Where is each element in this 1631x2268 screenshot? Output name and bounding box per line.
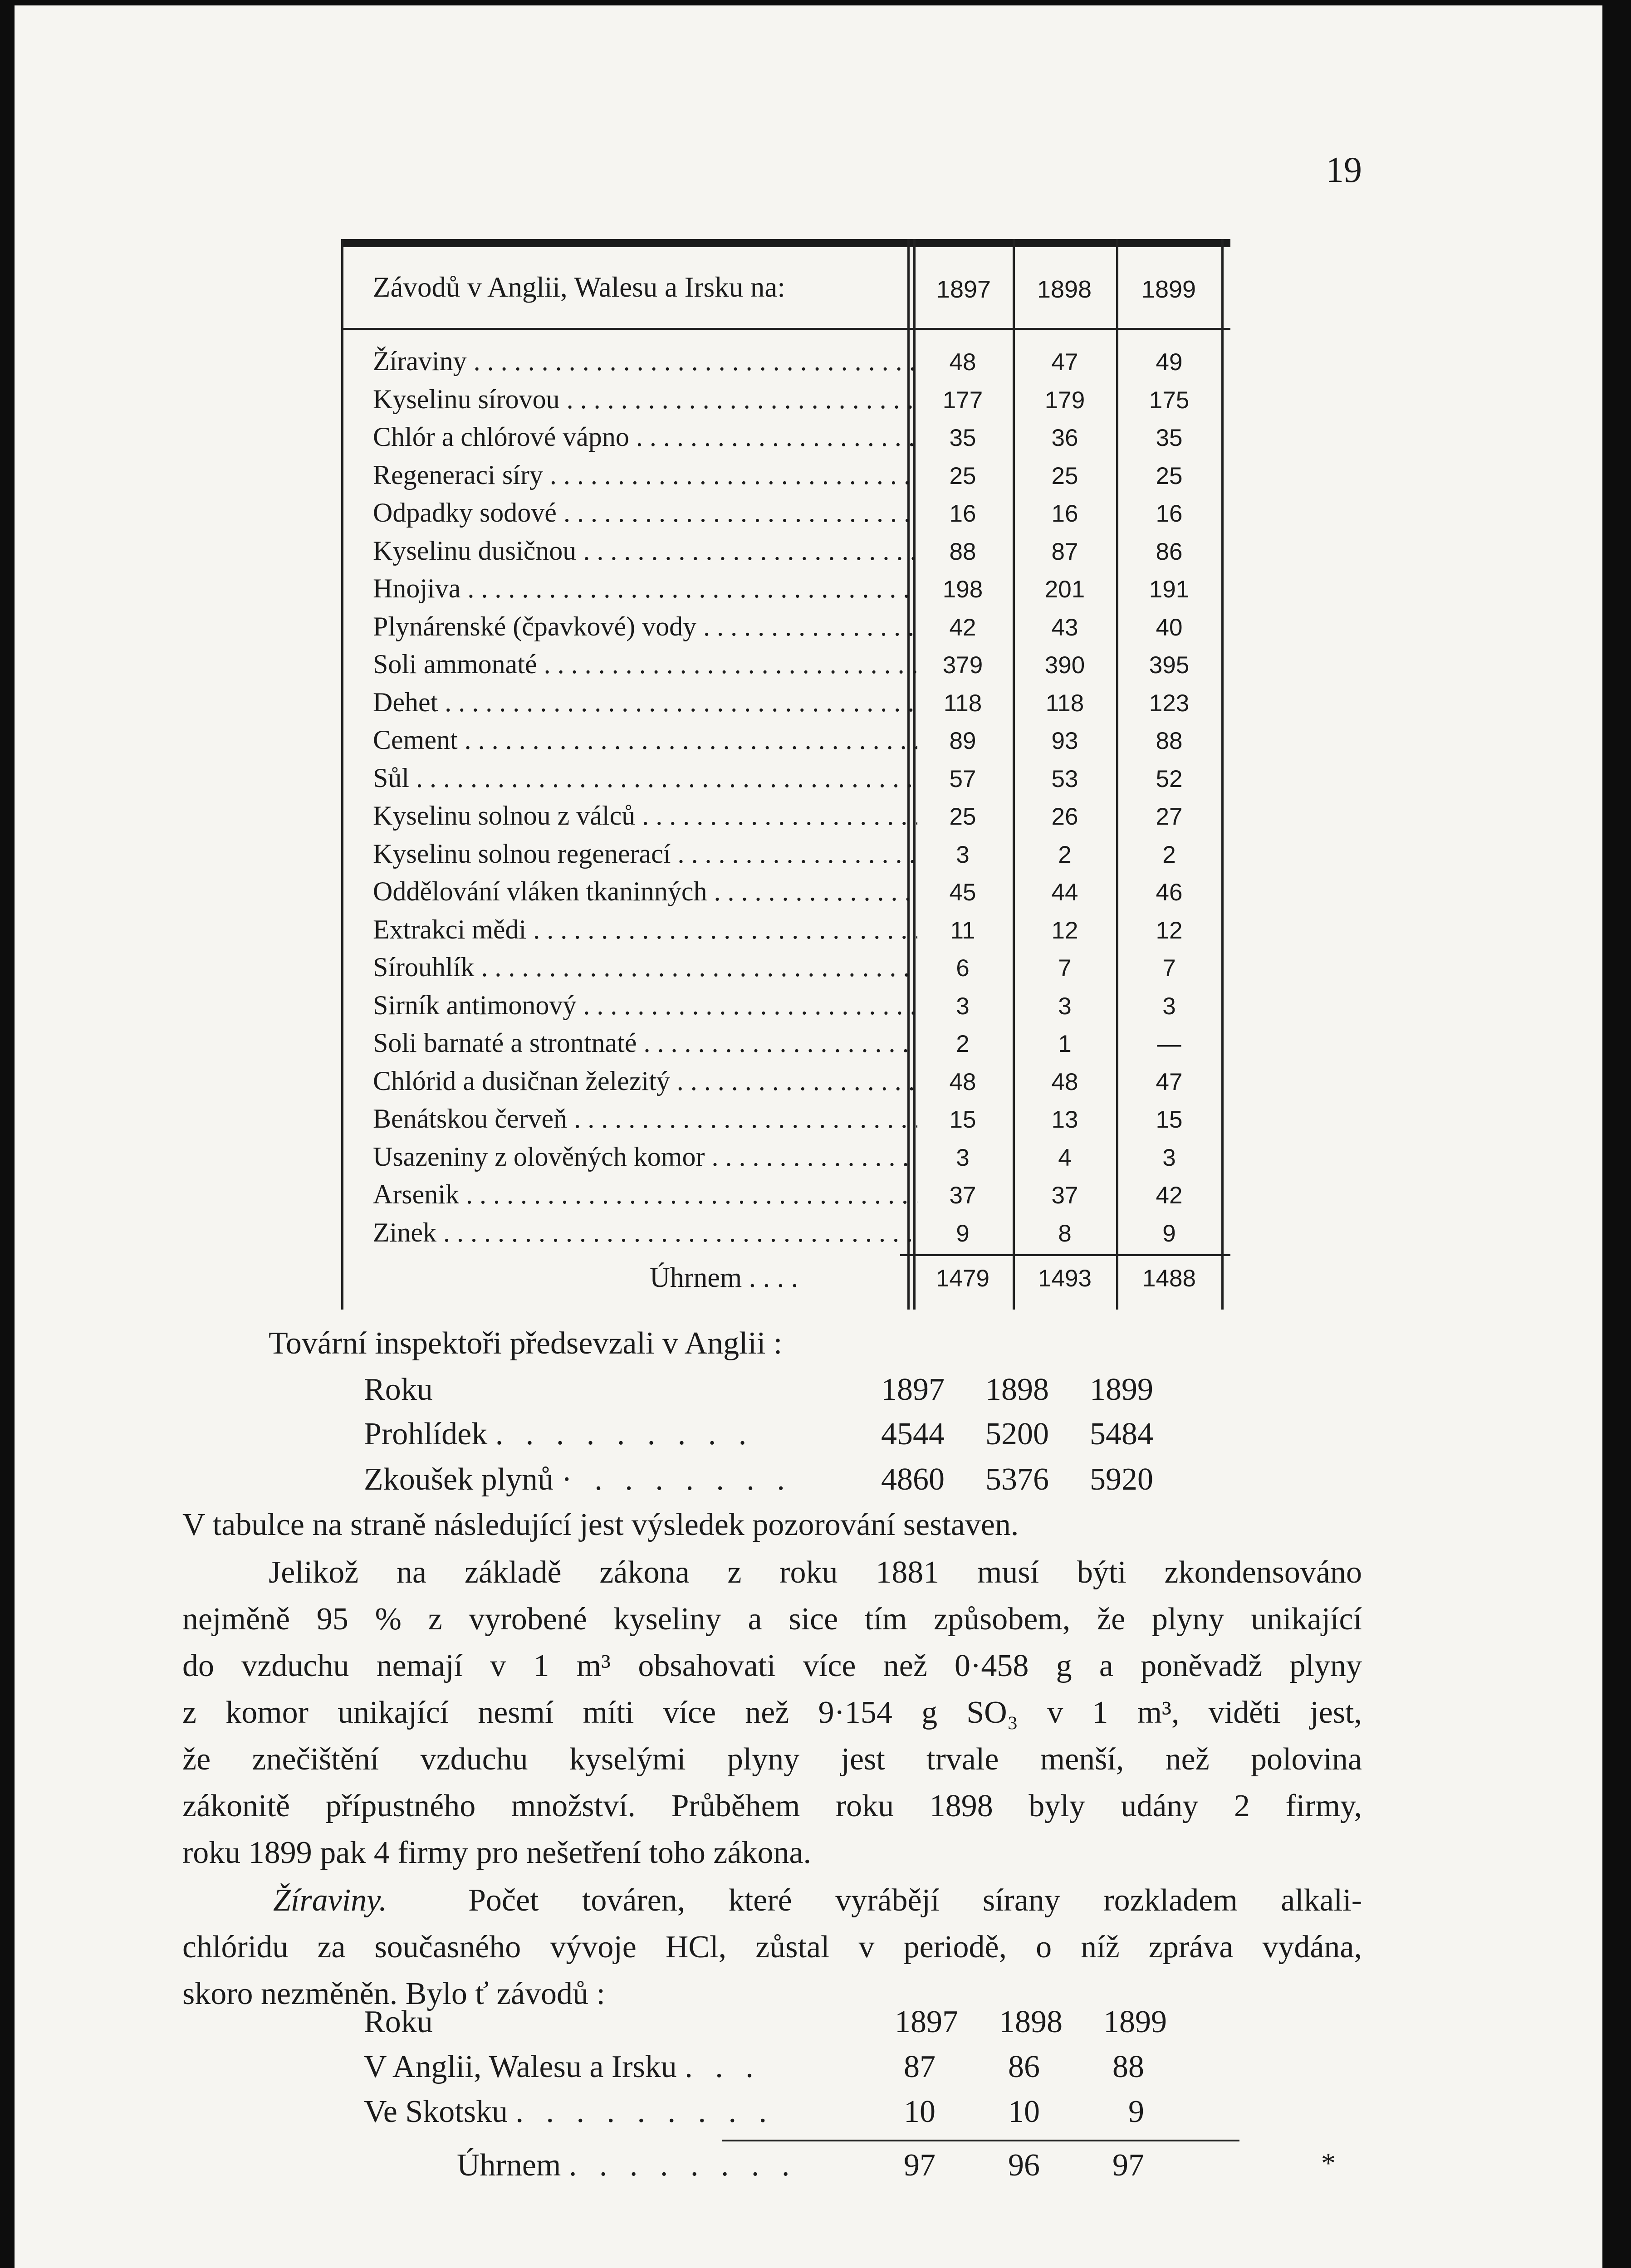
cell-1899: 25: [1156, 462, 1183, 489]
gas-tests-dots: · . . . . . . .: [561, 1462, 792, 1497]
factories-england-1897: 87: [904, 2049, 935, 2084]
cell-1899: 46: [1156, 879, 1183, 906]
factories-total-1897: 97: [904, 2148, 935, 2183]
factories-scotland-1897: 10: [904, 2094, 935, 2129]
row-label-cell: [332, 914, 917, 952]
row-label: Chlórid a dusičnan železitý . . .: [373, 1066, 917, 1097]
inspections-1899: 5484: [1090, 1417, 1153, 1452]
cell-1899: 86: [1156, 538, 1183, 565]
inspections-label: [364, 1416, 754, 1452]
cell-1897: 2: [956, 1031, 970, 1057]
paragraph-2-line-4: z komor unikající nesmí míti více než 9·154 g SO₃ v 1 m³, viděti jest,: [182, 1695, 1362, 1730]
gas-tests-1899: 5920: [1090, 1462, 1153, 1497]
gas-tests-label-text: Zkoušek plynů: [364, 1462, 554, 1497]
row-label-cell: [332, 1027, 917, 1066]
factories-year-1899: 1899: [1103, 2004, 1167, 2039]
table-total-row: [332, 1262, 1230, 1300]
factories-total-text: Úhrnem: [457, 2148, 561, 2183]
cell-1898: 87: [1051, 538, 1078, 565]
cell-1899: 88: [1156, 728, 1183, 754]
cell-1898: 3: [1058, 992, 1072, 1020]
cell-1898: 47: [1051, 349, 1078, 376]
header-divider: [341, 328, 1230, 330]
row-label: Kyselinu solnou z válců . . .: [373, 800, 917, 831]
cell-1899: 52: [1156, 765, 1183, 792]
cell-1899: 7: [1162, 955, 1176, 982]
row-label: Odpadky sodové . . .: [373, 497, 917, 528]
row-label-cell: [332, 459, 917, 498]
cell-1898: 1: [1058, 1031, 1072, 1057]
cell-1897: 16: [949, 500, 976, 527]
factories-england-label: [364, 2049, 761, 2085]
cell-1898: 4: [1058, 1144, 1072, 1171]
cell-1897: 11: [950, 917, 975, 944]
cell-1897: 15: [949, 1106, 976, 1133]
cell-1898: 43: [1051, 614, 1078, 641]
table-row: [332, 346, 1230, 384]
factories-scotland-dots: . . . . . . . . .: [515, 2094, 774, 2129]
cell-1898: 36: [1051, 425, 1078, 451]
table-row: [332, 459, 1230, 498]
paragraph-2-line-6: zákonitě přípustného množství. Průběhem roku 1898 byly udány 2 firmy,: [182, 1789, 1362, 1823]
inspections-label-text: Prohlídek: [364, 1417, 488, 1452]
cell-1899: 35: [1156, 425, 1183, 451]
table-row: [332, 914, 1230, 952]
row-label-cell: [332, 649, 917, 687]
inspections-1898: 5200: [985, 1417, 1049, 1452]
page-number: 19: [1326, 150, 1362, 190]
row-label: Soli ammonaté . . .: [373, 649, 917, 680]
table-row: [332, 649, 1230, 687]
cell-1897: 3: [956, 992, 970, 1020]
cell-1899: 16: [1156, 500, 1183, 527]
cell-1898: 26: [1051, 803, 1078, 830]
factories-total-1898: 96: [1008, 2148, 1040, 2183]
cell-1899: 47: [1156, 1068, 1183, 1095]
cell-1897: 37: [949, 1182, 976, 1209]
row-label-cell: [332, 535, 917, 573]
paragraph-2-line-2: nejměně 95 % z vyrobené kyseliny a sice tím způsobem, že plyny unikající: [182, 1602, 1362, 1637]
cell-1897: 42: [949, 614, 976, 641]
table-row: [332, 497, 1230, 535]
row-label: Sírouhlík . . .: [373, 952, 917, 983]
row-label-cell: [332, 687, 917, 725]
row-label: Sirník antimonový . . .: [373, 990, 917, 1021]
cell-1898: 16: [1051, 500, 1078, 527]
factories-total-dots: . . . . . . . .: [568, 2148, 797, 2183]
cell-1897: 57: [949, 765, 976, 792]
header-year-1899: 1899: [1141, 276, 1196, 303]
cell-1897: 89: [949, 728, 976, 754]
inspectors-head-label: Roku: [364, 1372, 433, 1407]
row-label-cell: [332, 573, 917, 611]
table-row: [332, 611, 1230, 649]
cell-1899: 175: [1149, 386, 1190, 414]
cell-1898: 12: [1051, 917, 1078, 944]
row-label-cell: [332, 838, 917, 876]
table-row: [332, 724, 1230, 763]
cell-1898: 118: [1045, 689, 1084, 717]
table-row: [332, 1179, 1230, 1217]
row-label-cell: [332, 800, 917, 838]
row-label: Sůl . . .: [373, 763, 917, 794]
paragraph-2-line-3: do vzduchu nemají v 1 m³ obsahovati více než 0·458 g a poněvadž plyny: [182, 1648, 1362, 1683]
table-row: [332, 384, 1230, 422]
table-header-label: Závodů v Anglii, Walesu a Irsku na:: [373, 271, 785, 303]
factories-total-1899: 97: [1112, 2148, 1144, 2183]
row-label: Kyselinu dusičnou . . .: [373, 535, 917, 567]
row-label: Žíraviny . . .: [373, 346, 917, 377]
row-label-cell: [332, 876, 917, 914]
row-label: Cement . . .: [373, 724, 917, 756]
row-label: Arsenik . . .: [373, 1179, 917, 1210]
row-label: Usazeniny z olověných komor . . .: [373, 1141, 917, 1173]
table-row: [332, 876, 1230, 914]
cell-1898: 48: [1051, 1068, 1078, 1095]
cell-1897: 48: [949, 1068, 976, 1095]
total-1898: 1493: [1038, 1265, 1092, 1292]
cell-1899: 42: [1156, 1182, 1183, 1209]
header-year-1898: 1898: [1037, 276, 1092, 303]
factories-england-1899: 88: [1112, 2049, 1144, 2084]
table-row: [332, 800, 1230, 838]
factories-scotland-text: Ve Skotsku: [364, 2094, 508, 2129]
footnote-mark: *: [1321, 2147, 1336, 2179]
table-row: [332, 1217, 1230, 1255]
inspectors-year-1897: 1897: [881, 1372, 945, 1407]
paragraph-3-heading: Žíraviny.: [273, 1883, 387, 1918]
cell-1897: 45: [949, 879, 976, 906]
cell-1898: 25: [1051, 462, 1078, 489]
table-row: [332, 1027, 1230, 1066]
cell-1899: 40: [1156, 614, 1183, 641]
row-label: Dehet . . .: [373, 687, 917, 718]
cell-1898: 390: [1044, 652, 1085, 679]
row-label: Benátskou červeň . . .: [373, 1103, 917, 1134]
paragraph-3-line-2: chlóridu za současného vývoje HCl, zůstal v periodě, o níž zpráva vydána,: [182, 1930, 1362, 1965]
factories-england-1898: 86: [1008, 2049, 1040, 2084]
inspectors-year-1899: 1899: [1090, 1372, 1153, 1407]
cell-1897: 35: [949, 425, 976, 451]
paragraph-1: V tabulce na straně následující jest výsledek pozorování sestaven.: [182, 1507, 1019, 1542]
table-row: [332, 1141, 1230, 1179]
row-label: Chlór a chlórové vápno . . .: [373, 421, 917, 453]
cell-1899: 123: [1149, 689, 1190, 717]
row-label: Kyselinu solnou regenerací . . .: [373, 838, 917, 870]
cell-1897: 177: [942, 386, 983, 414]
cell-1897: 3: [956, 1144, 970, 1171]
scanned-page: [15, 5, 1602, 2268]
gas-tests-label: [364, 1461, 792, 1498]
table-row: [332, 838, 1230, 876]
cell-1899: 191: [1149, 576, 1190, 603]
paragraph-3-line-3: skoro nezměněn. Bylo ť závodů :: [182, 1976, 605, 2011]
factories-scotland-1898: 10: [1008, 2094, 1040, 2129]
table-row: [332, 421, 1230, 459]
factories-year-1898: 1898: [999, 2004, 1063, 2039]
gas-tests-1897: 4860: [881, 1462, 945, 1497]
table-row: [332, 763, 1230, 801]
header-year-1897: 1897: [936, 276, 991, 303]
cell-1898: 179: [1044, 386, 1085, 414]
row-label-cell: [332, 724, 917, 763]
cell-1899: 3: [1162, 992, 1176, 1020]
table-row: [332, 1103, 1230, 1141]
row-label-cell: [332, 611, 917, 649]
inspections-1897: 4544: [881, 1417, 945, 1452]
table-row: [332, 687, 1230, 725]
cell-1898: 93: [1051, 728, 1078, 754]
factories-sum-rule: [722, 2140, 1239, 2141]
cell-1897: 88: [949, 538, 976, 565]
cell-1899: —: [1157, 1031, 1181, 1057]
factory-statistics-table: [332, 239, 1230, 1310]
total-1899: 1488: [1142, 1265, 1196, 1292]
inspections-dots: . . . . . . . . .: [495, 1417, 754, 1452]
row-label: Hnojiva . . .: [373, 573, 917, 604]
table-row: [332, 952, 1230, 990]
row-label-cell: [332, 952, 917, 990]
row-label-cell: [332, 763, 917, 801]
cell-1898: 201: [1044, 576, 1085, 603]
cell-1897: 48: [949, 349, 976, 376]
row-label: Zinek . . .: [373, 1217, 917, 1248]
cell-1897: 118: [943, 689, 982, 717]
table-row: [332, 535, 1230, 573]
paragraph-2-line-5: že znečištění vzduchu kyselými plyny jest trvale menší, než polovina: [182, 1742, 1362, 1777]
factories-total-label: [457, 2147, 797, 2184]
factories-head-label: Roku: [364, 2004, 433, 2039]
row-label-cell: [332, 1103, 917, 1141]
cell-1897: 25: [949, 803, 976, 830]
cell-1898: 13: [1051, 1106, 1078, 1133]
gas-tests-1898: 5376: [985, 1462, 1049, 1497]
factories-year-1897: 1897: [895, 2004, 958, 2039]
row-label-cell: [332, 990, 917, 1028]
table-top-rule: [341, 239, 1230, 247]
inspectors-intro: Tovární inspektoři předsevzali v Anglii :: [269, 1326, 783, 1361]
cell-1898: 44: [1051, 879, 1078, 906]
factories-scotland-label: [364, 2094, 774, 2130]
factories-england-text: V Anglii, Walesu a Irsku: [364, 2049, 677, 2084]
cell-1898: 7: [1058, 955, 1072, 982]
table-row: [332, 573, 1230, 611]
cell-1898: 37: [1051, 1182, 1078, 1209]
cell-1898: 8: [1058, 1220, 1072, 1247]
row-label-cell: [332, 1179, 917, 1217]
cell-1899: 395: [1149, 652, 1190, 679]
row-label-cell: [332, 346, 917, 384]
row-label: Regeneraci síry . . .: [373, 459, 917, 491]
cell-1899: 27: [1156, 803, 1183, 830]
row-label: Oddělování vláken tkaninných . . .: [373, 876, 917, 907]
inspectors-year-1898: 1898: [985, 1372, 1049, 1407]
paragraph-3-line-1: Počet továren, které vyrábějí sírany rozkladem alkali-: [468, 1883, 1362, 1918]
total-1897: 1479: [936, 1265, 989, 1292]
row-label-cell: [332, 497, 917, 535]
cell-1897: 6: [956, 955, 970, 982]
cell-1897: 3: [956, 841, 970, 868]
row-label-cell: [332, 1217, 917, 1255]
cell-1897: 9: [956, 1220, 970, 1247]
cell-1899: 2: [1162, 841, 1176, 868]
paragraph-2-line-1: Jelikož na základě zákona z roku 1881 musí býti zkondensováno: [269, 1555, 1362, 1590]
row-label: Kyselinu sírovou . . .: [373, 384, 917, 415]
cell-1897: 198: [942, 576, 983, 603]
factories-england-dots: . . .: [685, 2049, 761, 2084]
cell-1899: 15: [1156, 1106, 1183, 1133]
row-label: Soli barnaté a strontnaté . . .: [373, 1027, 917, 1059]
row-label: Extrakci mědi . . .: [373, 914, 917, 945]
total-label: Úhrnem . . . .: [650, 1262, 798, 1293]
cell-1899: 12: [1156, 917, 1183, 944]
table-row: [332, 1066, 1230, 1104]
factories-scotland-1899: 9: [1128, 2094, 1144, 2129]
cell-1898: 2: [1058, 841, 1072, 868]
cell-1899: 49: [1156, 349, 1183, 376]
paragraph-2-line-7: roku 1899 pak 4 firmy pro nešetření toho zákona.: [182, 1835, 812, 1870]
cell-1899: 9: [1162, 1220, 1176, 1247]
cell-1897: 379: [942, 652, 983, 679]
cell-1899: 3: [1162, 1144, 1176, 1171]
row-label-cell: [332, 384, 917, 422]
row-label-cell: [332, 1141, 917, 1179]
cell-1897: 25: [949, 462, 976, 489]
row-label-cell: [332, 421, 917, 459]
row-label: Plynárenské (čpavkové) vody . . .: [373, 611, 917, 642]
row-label-cell: [332, 1066, 917, 1104]
table-row: [332, 990, 1230, 1028]
cell-1898: 53: [1051, 765, 1078, 792]
